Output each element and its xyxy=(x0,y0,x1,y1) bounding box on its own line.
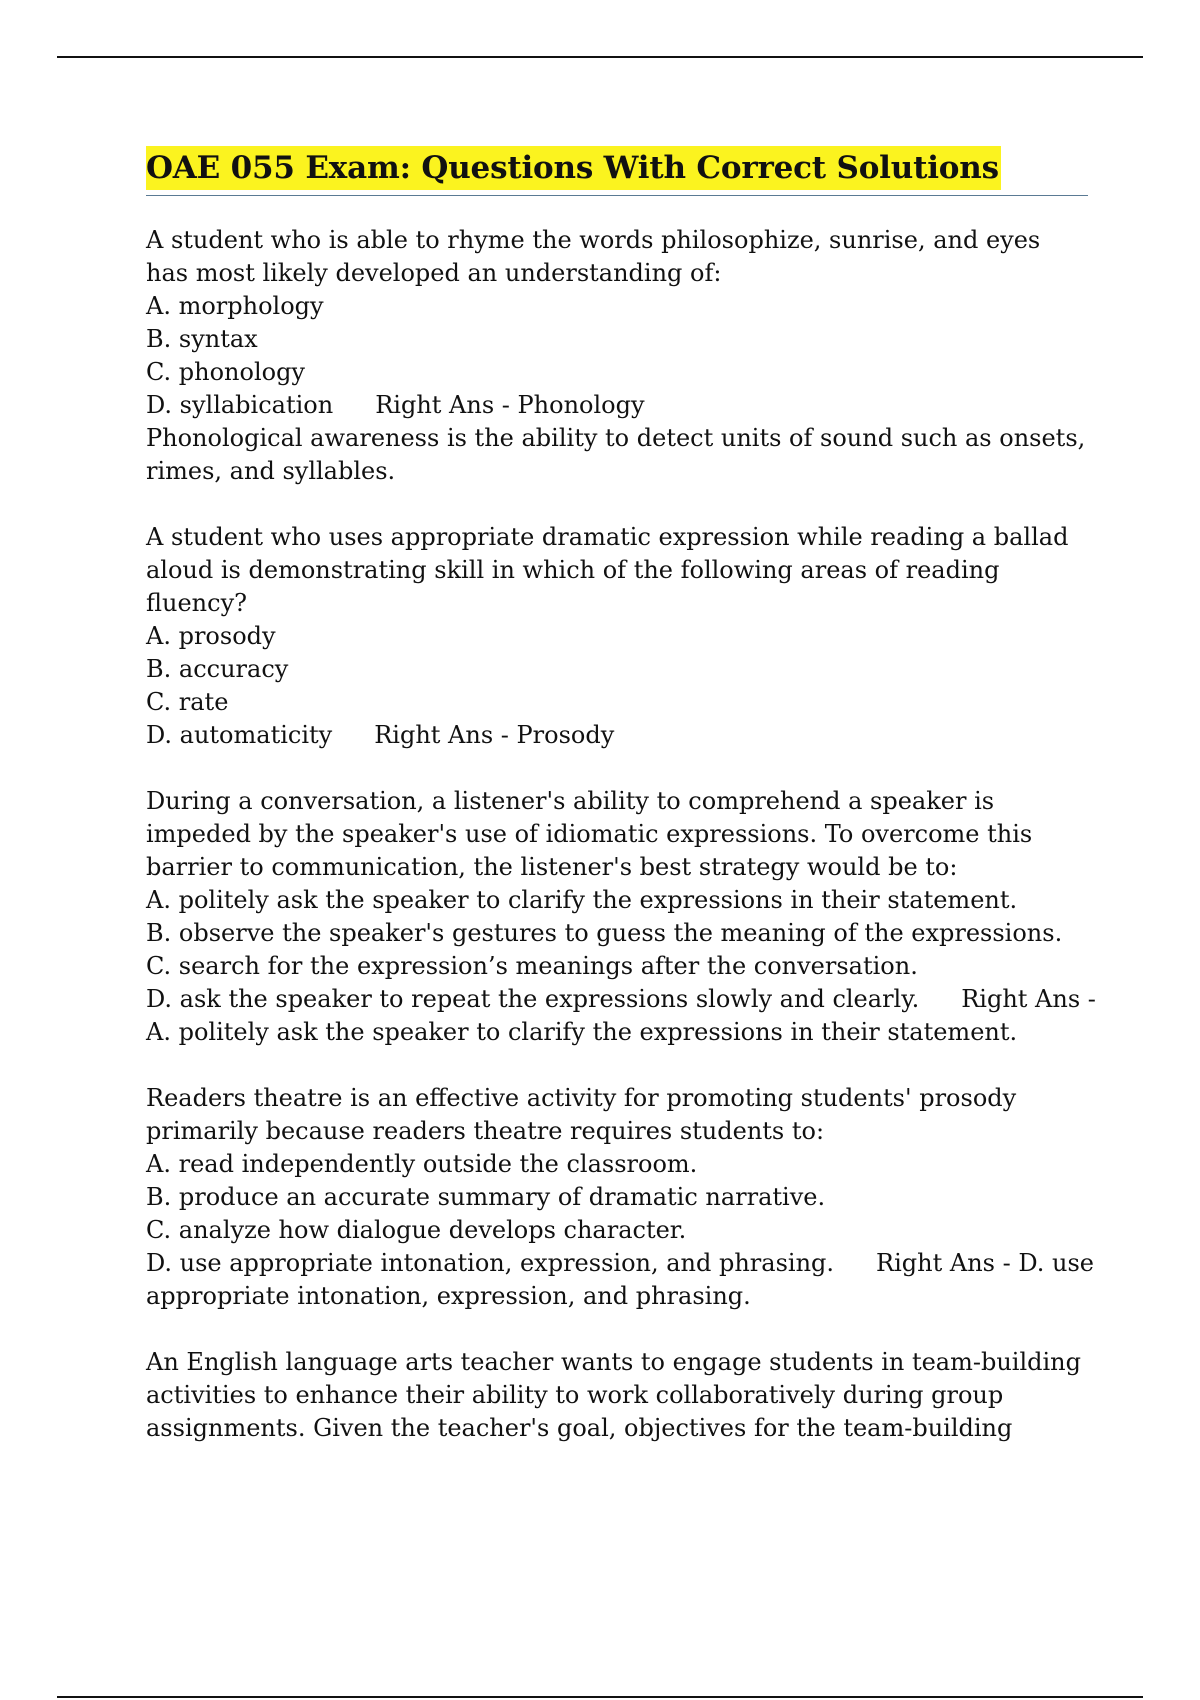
option-d: D. syllabication xyxy=(146,391,334,419)
question-1 xyxy=(146,224,1088,488)
question-5 xyxy=(146,1346,1088,1445)
document-body xyxy=(146,146,1096,1478)
option-d-row xyxy=(146,719,1088,752)
footer-rule xyxy=(57,1696,1143,1698)
answer-explanation: Phonological awareness is the ability to detect units of sound such as onsets, rimes, and syllables. xyxy=(146,424,1086,485)
option-c: C. phonology xyxy=(146,358,305,386)
document-title: OAE 055 Exam: Questions With Correct Solutions xyxy=(146,146,1001,190)
question-2 xyxy=(146,521,1088,752)
right-answer-continued: appropriate intonation, expression, and phrasing. xyxy=(146,1282,751,1310)
option-a: A. morphology xyxy=(146,292,324,320)
right-answer-continued: A. politely ask the speaker to clarify the expressions in their statement. xyxy=(146,1018,1018,1046)
option-b: B. syntax xyxy=(146,325,258,353)
option-c: C. search for the expression’s meanings after the conversation. xyxy=(146,952,918,980)
right-answer: Right Ans - D. use xyxy=(876,1249,1094,1277)
question-stem: A student who is able to rhyme the words philosophize, sunrise, and eyes has most likely developed an understanding of: xyxy=(146,226,1041,287)
option-d: D. use appropriate intonation, expression, and phrasing. xyxy=(146,1249,835,1277)
question-stem: Readers theatre is an effective activity for promoting students' prosody primarily because readers theatre requires students to: xyxy=(146,1084,1017,1145)
right-answer: Right Ans - Phonology xyxy=(375,391,645,419)
option-d-row xyxy=(146,983,1096,1016)
question-stem: An English language arts teacher wants to engage students in team-building activities to enhance their ability to work collaboratively during group assignments. Given the teacher's goal, objectives for the team-building xyxy=(146,1348,1082,1442)
right-answer: Right Ans - Prosody xyxy=(374,721,615,749)
option-a: A. prosody xyxy=(146,622,276,650)
header-rule xyxy=(57,56,1143,58)
option-d-row xyxy=(146,1247,1094,1280)
question-3 xyxy=(146,785,1096,1049)
option-c: C. analyze how dialogue develops character. xyxy=(146,1216,687,1244)
question-4 xyxy=(146,1082,1094,1313)
option-d-row xyxy=(146,389,1088,422)
option-c: C. rate xyxy=(146,688,229,716)
option-a: A. read independently outside the classroom. xyxy=(146,1150,698,1178)
question-stem: During a conversation, a listener's ability to comprehend a speaker is impeded by the speaker's use of idiomatic expressions. To overcome this barrier to communication, the listener's best strategy would be to: xyxy=(146,787,1033,881)
option-d: D. ask the speaker to repeat the expressions slowly and clearly. xyxy=(146,985,920,1013)
option-b: B. accuracy xyxy=(146,655,289,683)
option-b: B. observe the speaker's gestures to guess the meaning of the expressions. xyxy=(146,919,1063,947)
title-block xyxy=(146,146,1088,196)
right-answer: Right Ans - xyxy=(961,985,1096,1013)
option-a: A. politely ask the speaker to clarify the expressions in their statement. xyxy=(146,886,1018,914)
option-b: B. produce an accurate summary of dramatic narrative. xyxy=(146,1183,826,1211)
question-stem: A student who uses appropriate dramatic expression while reading a ballad aloud is demonstrating skill in which of the following areas of reading fluency? xyxy=(146,523,1069,617)
option-d: D. automaticity xyxy=(146,721,333,749)
